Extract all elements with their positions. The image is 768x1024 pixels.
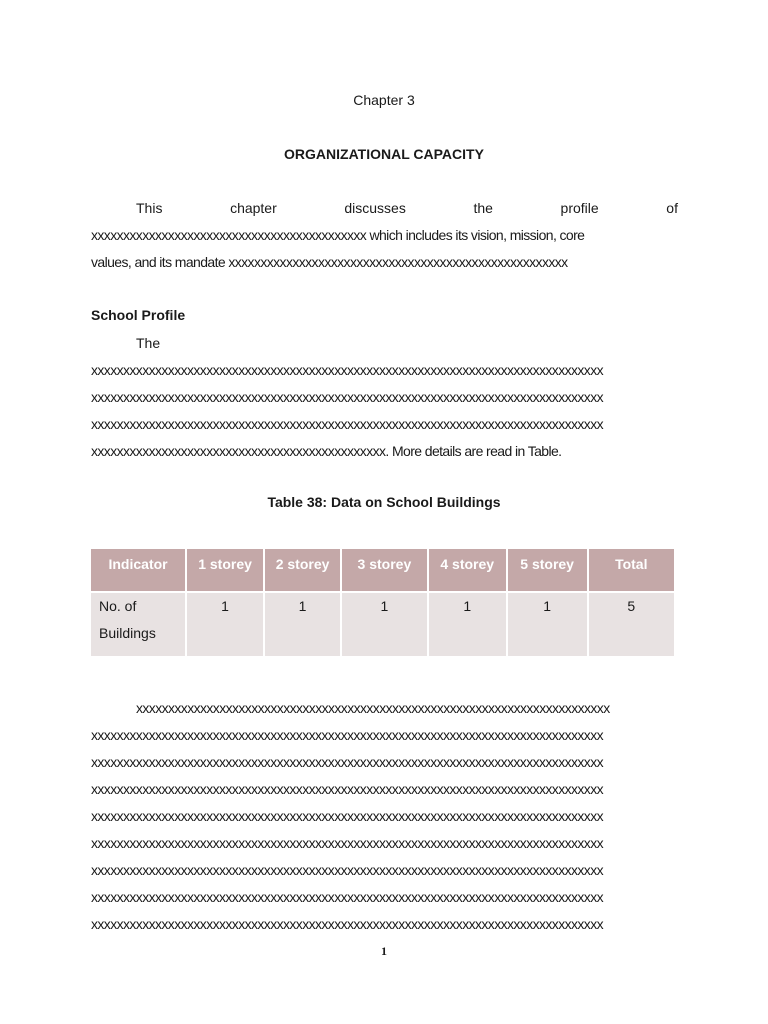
profile-line: xxxxxxxxxxxxxxxxxxxxxxxxxxxxxxxxxxxxxxxxxxxxxxxxxxxxxxxxxxxxxxxxxxxxxxxxxxxxxxxx [91, 362, 604, 378]
table-header-row [91, 549, 674, 591]
intro-line-3: values, and its mandate xxxxxxxxxxxxxxxxxxxxxxxxxxxxxxxxxxxxxxxxxxxxxxxxxxxxx [91, 254, 568, 270]
closing-line: xxxxxxxxxxxxxxxxxxxxxxxxxxxxxxxxxxxxxxxxxxxxxxxxxxxxxxxxxxxxxxxxxxxxxxxxxxxxxxxx [91, 754, 604, 770]
intro-word: This [136, 200, 163, 216]
table-caption: Table 38: Data on School Buildings [267, 494, 501, 510]
table-cell: 1 [429, 593, 506, 656]
column-header: Total [589, 549, 674, 591]
closing-paragraph [91, 695, 678, 938]
intro-word: discusses [344, 200, 406, 216]
column-header: 1 storey [187, 549, 263, 591]
table-cell: 1 [508, 593, 587, 656]
page-number: 1 [381, 944, 387, 958]
table-cell: 1 [187, 593, 263, 656]
intro-word: of [666, 200, 678, 216]
column-header: 2 storey [265, 549, 340, 591]
column-header: 3 storey [342, 549, 427, 591]
table-cell: 1 [265, 593, 340, 656]
chapter-label: Chapter 3 [353, 92, 415, 108]
table-cell: 1 [342, 593, 427, 656]
intro-word: the [473, 200, 493, 216]
row-label [91, 593, 185, 656]
closing-first-line: xxxxxxxxxxxxxxxxxxxxxxxxxxxxxxxxxxxxxxxxxxxxxxxxxxxxxxxxxxxxxxxxxxxxxxxxxx [136, 700, 610, 716]
column-header: 4 storey [429, 549, 506, 591]
profile-line: xxxxxxxxxxxxxxxxxxxxxxxxxxxxxxxxxxxxxxxxxxxxxxxxxxxxxxxxxxxxxxxxxxxxxxxxxxxxxxxx [91, 416, 604, 432]
intro-word: profile [560, 200, 599, 216]
buildings-table [89, 547, 676, 658]
chapter-title: ORGANIZATIONAL CAPACITY [284, 146, 484, 162]
table-row [91, 593, 674, 656]
closing-line: xxxxxxxxxxxxxxxxxxxxxxxxxxxxxxxxxxxxxxxxxxxxxxxxxxxxxxxxxxxxxxxxxxxxxxxxxxxxxxxx [91, 889, 604, 905]
intro-line-2: xxxxxxxxxxxxxxxxxxxxxxxxxxxxxxxxxxxxxxxxxxx which includes its vision, mission, core [91, 227, 585, 243]
closing-line: xxxxxxxxxxxxxxxxxxxxxxxxxxxxxxxxxxxxxxxxxxxxxxxxxxxxxxxxxxxxxxxxxxxxxxxxxxxxxxxx [91, 727, 604, 743]
intro-paragraph [91, 195, 678, 276]
profile-lead: The [136, 335, 161, 351]
column-header: 5 storey [508, 549, 587, 591]
closing-line: xxxxxxxxxxxxxxxxxxxxxxxxxxxxxxxxxxxxxxxxxxxxxxxxxxxxxxxxxxxxxxxxxxxxxxxxxxxxxxxx [91, 835, 604, 851]
section-heading: School Profile [91, 307, 186, 323]
intro-line-1 [91, 195, 678, 222]
table-cell: 5 [589, 593, 674, 656]
closing-line: xxxxxxxxxxxxxxxxxxxxxxxxxxxxxxxxxxxxxxxxxxxxxxxxxxxxxxxxxxxxxxxxxxxxxxxxxxxxxxxx [91, 916, 604, 932]
intro-word: chapter [230, 200, 277, 216]
profile-line: xxxxxxxxxxxxxxxxxxxxxxxxxxxxxxxxxxxxxxxxxxxxxx. More details are read in Table. [91, 443, 562, 459]
closing-line: xxxxxxxxxxxxxxxxxxxxxxxxxxxxxxxxxxxxxxxxxxxxxxxxxxxxxxxxxxxxxxxxxxxxxxxxxxxxxxxx [91, 781, 604, 797]
row-label-line-1: No. of [99, 598, 137, 614]
profile-line: xxxxxxxxxxxxxxxxxxxxxxxxxxxxxxxxxxxxxxxxxxxxxxxxxxxxxxxxxxxxxxxxxxxxxxxxxxxxxxxx [91, 389, 604, 405]
school-profile-paragraph [91, 330, 678, 465]
column-header: Indicator [91, 549, 185, 591]
closing-line: xxxxxxxxxxxxxxxxxxxxxxxxxxxxxxxxxxxxxxxxxxxxxxxxxxxxxxxxxxxxxxxxxxxxxxxxxxxxxxxx [91, 808, 604, 824]
closing-line: xxxxxxxxxxxxxxxxxxxxxxxxxxxxxxxxxxxxxxxxxxxxxxxxxxxxxxxxxxxxxxxxxxxxxxxxxxxxxxxx [91, 862, 604, 878]
row-label-line-2: Buildings [99, 625, 156, 641]
